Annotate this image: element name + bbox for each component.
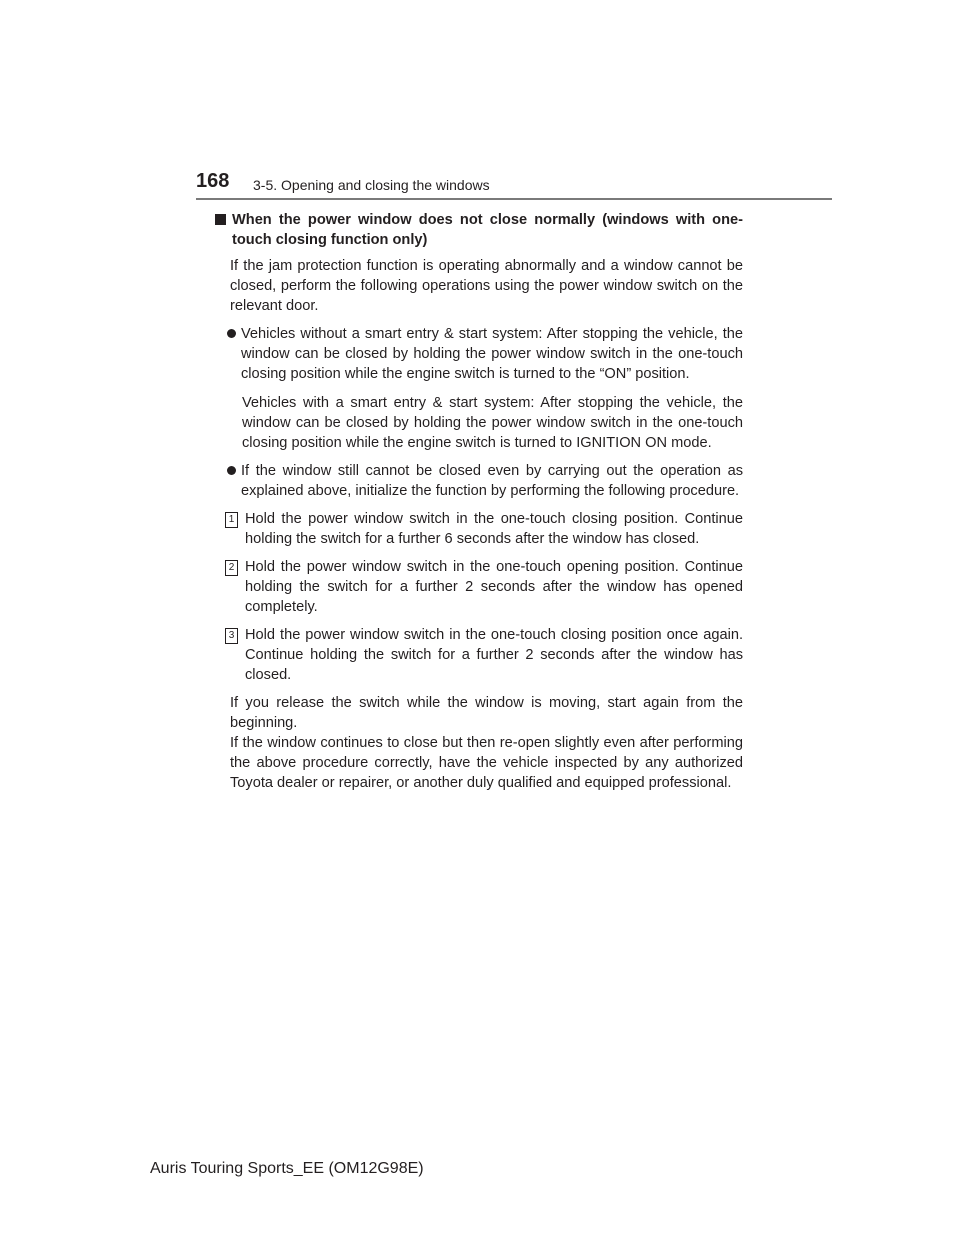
bullet-item: [227, 461, 743, 501]
header-divider: [196, 198, 832, 200]
section-title: 3-5. Opening and closing the windows: [253, 177, 490, 193]
step-item: [225, 509, 743, 549]
bullet-text: If the window still cannot be closed even by carrying out the operation as explained above, initialize the function by performing the following procedure.: [241, 463, 743, 499]
step-number-1: 1: [225, 512, 238, 528]
step-item: [225, 625, 743, 685]
step-text: Hold the power window switch in the one-touch closing position once again. Continue holding the switch for a further 2 seconds after the window has closed.: [245, 627, 743, 683]
closing-paragraph: [230, 693, 743, 793]
footer-model-code: Auris Touring Sports_EE (OM12G98E): [150, 1160, 424, 1177]
step-number-2: 2: [225, 560, 238, 576]
circle-bullet-icon: [227, 466, 236, 475]
step-number-3: 3: [225, 628, 238, 644]
page-number: 168: [196, 170, 230, 192]
content-body: [213, 210, 743, 793]
step-item: [225, 557, 743, 617]
bullet-subparagraph: Vehicles with a smart entry & start system: After stopping the vehicle, the window can be closed by holding the power window switch in the one-touch closing position while the engine switch is turned to IGNITION ON mode.: [242, 395, 743, 451]
closing-text-2: If the window continues to close but then re-open slightly even after performing the above procedure correctly, have the vehicle inspected by any authorized Toyota dealer or repairer, or another duly qualified and equipped professional.: [230, 735, 743, 791]
bullet-text: Vehicles without a smart entry & start system: After stopping the vehicle, the window can be closed by holding the power window switch in the one-touch closing position while the engine switch is turned to the “ON” position.: [241, 326, 743, 382]
intro-paragraph: If the jam protection function is operating abnormally and a window cannot be closed, perform the following operations using the power window switch on the relevant door.: [230, 258, 743, 314]
square-bullet-icon: [215, 214, 226, 225]
step-text: Hold the power window switch in the one-touch opening position. Continue holding the switch for a further 2 seconds after the window has opened completely.: [245, 559, 743, 615]
circle-bullet-icon: [227, 329, 236, 338]
heading-text: When the power window does not close normally (windows with one-touch closing function only): [232, 212, 743, 248]
closing-text-1: If you release the switch while the window is moving, start again from the beginning.: [230, 695, 743, 731]
bullet-item: [227, 324, 743, 384]
section-heading: [213, 210, 743, 250]
step-text: Hold the power window switch in the one-touch closing position. Continue holding the switch for a further 6 seconds after the window has closed.: [245, 511, 743, 547]
